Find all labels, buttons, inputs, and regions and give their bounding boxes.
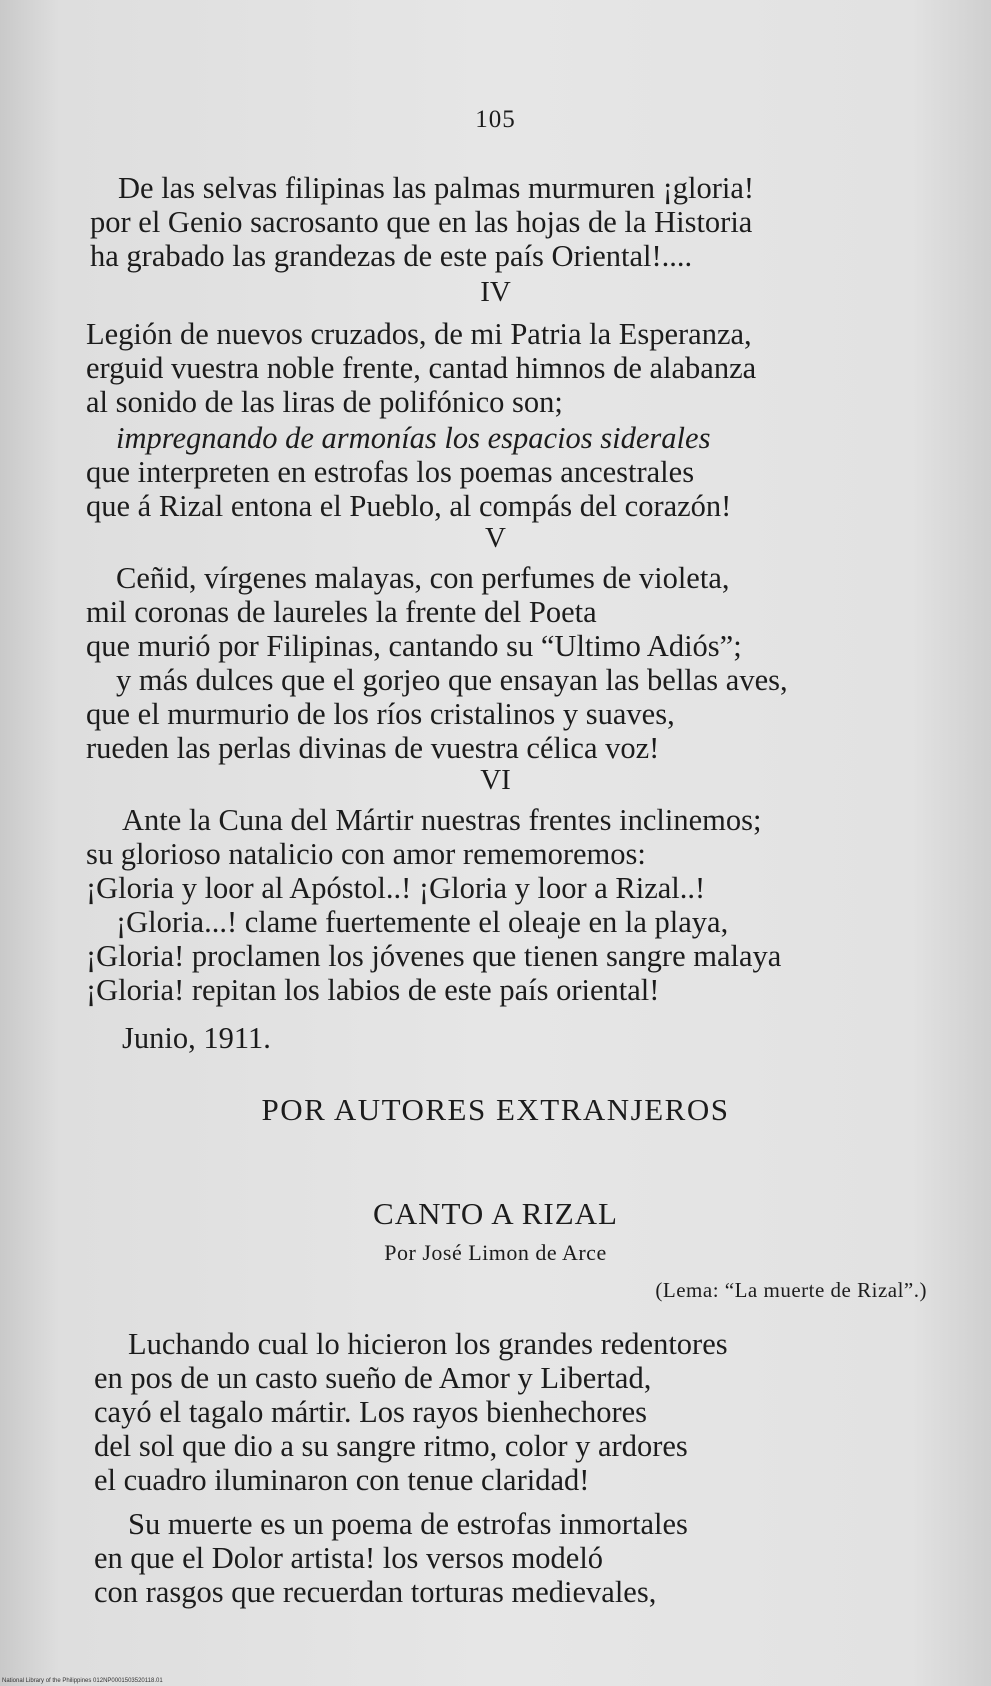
verse-line: que interpreten en estrofas los poemas ancestrales [86,455,695,489]
stanza-numeral: IV [480,276,511,308]
verse-line: rueden las perlas divinas de vuestra célica voz! [86,731,660,765]
poem-lema: (Lema: “La muerte de Rizal”.) [655,1278,927,1302]
verse-line: Luchando cual lo hicieron los grandes redentores [128,1327,728,1361]
verse-line: que murió por Filipinas, cantando su “Ultimo Adiós”; [86,629,742,663]
verse-line: ha grabado las grandezas de este país Oriental!.... [90,239,693,273]
verse-line: y más dulces que el gorjeo que ensayan las bellas aves, [116,663,788,697]
verse-line: Legión de nuevos cruzados, de mi Patria la Esperanza, [86,317,752,351]
verse-line: cayó el tagalo mártir. Los rayos bienhechores [94,1395,648,1429]
verse-line: mil coronas de laureles la frente del Poeta [86,595,597,629]
verse-line: en pos de un casto sueño de Amor y Libertad, [94,1361,652,1395]
verse-line: Ceñid, vírgenes malayas, con perfumes de violeta, [116,561,730,595]
section-title: POR AUTORES EXTRANJEROS [261,1092,730,1127]
library-footer: National Library of the Philippines 012NP0001503520118.01 [2,1678,163,1684]
stanza-numeral: V [485,522,506,554]
verse-line: al sonido de las liras de polifónico son; [86,385,563,419]
verse-line: ¡Gloria! repitan los labios de este país oriental! [86,973,660,1007]
date-line: Junio, 1911. [122,1021,271,1055]
verse-line: ¡Gloria...! clame fuertemente el oleaje en la playa, [116,905,729,939]
verse-line: del sol que dio a su sangre ritmo, color y ardores [94,1429,688,1463]
verse-line: erguid vuestra noble frente, cantad himnos de alabanza [86,351,757,385]
verse-line: su glorioso natalicio con amor rememoremos: [86,837,646,871]
poem-byline: Por José Limon de Arce [384,1240,607,1265]
verse-line: impregnando de armonías los espacios siderales [116,421,711,455]
verse-line: ¡Gloria y loor al Apóstol..! ¡Gloria y loor a Rizal..! [86,871,706,905]
verse-line: con rasgos que recuerdan torturas medievales, [94,1575,657,1609]
poem-title: CANTO A RIZAL [373,1196,618,1231]
verse-line: que el murmurio de los ríos cristalinos y suaves, [86,697,675,731]
verse-line: que á Rizal entona el Pueblo, al compás del corazón! [86,489,732,523]
verse-line: en que el Dolor artista! los versos modeló [94,1541,604,1575]
verse-line: el cuadro iluminaron con tenue claridad! [94,1463,590,1497]
verse-line: Su muerte es un poema de estrofas inmortales [128,1507,688,1541]
verse-line: Ante la Cuna del Mártir nuestras frentes inclinemos; [122,803,762,837]
stanza-numeral: VI [480,764,511,796]
page-number: 105 [475,106,516,133]
verse-line: De las selvas filipinas las palmas murmuren ¡gloria! [118,171,755,205]
verse-line: por el Genio sacrosanto que en las hojas de la Historia [90,205,753,239]
verse-line: ¡Gloria! proclamen los jóvenes que tienen sangre malaya [86,939,782,973]
